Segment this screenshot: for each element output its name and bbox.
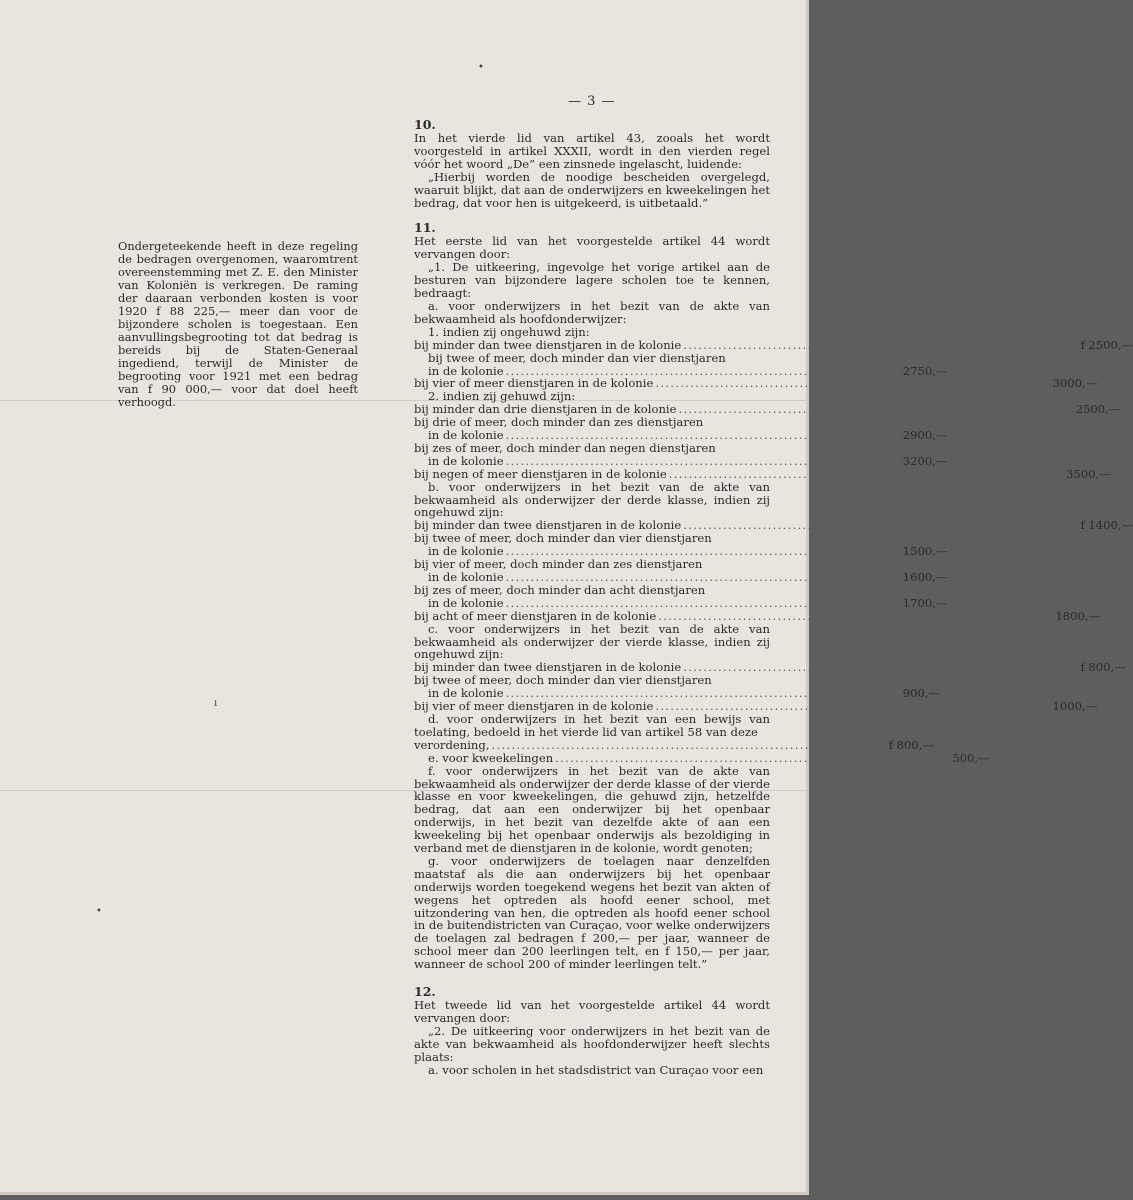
article-11	[414, 220, 1133, 972]
paper-speck: •	[478, 62, 484, 73]
clause-d: d. voor onderwijzers in het bezit van een bewijs van toelating, bedoeld in het vierde lid van artikel 58 van deze	[414, 711, 770, 739]
amount-row-label: bij twee of meer, doch minder dan vier dienstjaren	[414, 531, 712, 546]
amount-row: in de kolonie . . . 900,—	[414, 687, 770, 700]
amount-row: in de kolonie . . . 1500,—	[414, 545, 770, 558]
amount-row: bij vier of meer dienstjaren in de kolonie . . . 1000,—	[414, 700, 770, 713]
article-10	[414, 118, 770, 209]
paragraph: „1. De uitkeering, ingevolge het vorige artikel aan de besturen van bijzondere lagere scholen toe te kennen, bedraagt:	[414, 260, 770, 301]
paragraph: Het eerste lid van het voorgestelde artikel 44 wordt vervangen door:	[414, 234, 770, 262]
article-number: 11.	[414, 220, 436, 236]
amount-row-label: bij zes of meer, doch minder dan negen dienstjaren	[414, 440, 716, 455]
clause-g: g. voor onderwijzers de toelagen naar denzelfden maatstaf als die aan onderwijzers bij het openbaar onderwijs worden toegekend wegens het bezit van akten of wegens het optreden als hoofd eener school, met uitzondering van hen, die optreden als hoofd eener school in de buitendistricten van Curaçao, voor welke onderwijzers de toelagen zal bedragen f 200,— per jaar, wanneer de school meer dan 200 leerlingen telt, en f 150,— per jaar, wanneer de school 200 of minder leerlingen telt.”	[414, 853, 770, 972]
main-column	[414, 117, 1133, 1077]
clause-b-heading: b. voor onderwijzers in het bezit van de akte van bekwaamheid als onderwijzer der derde klasse, indien zij ongehuwd zijn:	[414, 479, 770, 520]
paper-speck: •	[96, 906, 102, 917]
amount-row-label: bij zes of meer, doch minder dan acht dienstjaren	[414, 582, 706, 597]
amount-row: in de kolonie . . . 1600,—	[414, 571, 770, 584]
amount-row: bij acht of meer dienstjaren in de kolonie . . . 1800,—	[414, 610, 770, 623]
clause-c-heading: c. voor onderwijzers in het bezit van de akte van bekwaamheid als onderwijzer der vierde klasse, indien zij ongehuwd zijn:	[414, 621, 770, 662]
sub-heading: 2. indien zij gehuwd zijn:	[428, 389, 576, 404]
amount-row: in de kolonie . . . 3200,—	[414, 455, 770, 468]
amount-row: in de kolonie . . . 1700,—	[414, 597, 770, 610]
page-number: — 3 —	[568, 94, 616, 109]
amount-row-label: bij vier of meer, doch minder dan zes dienstjaren	[414, 557, 703, 572]
article-12	[414, 985, 770, 1076]
article-number: 12.	[414, 984, 436, 1000]
clause-f: f. voor onderwijzers in het bezit van de akte van bekwaamheid als onderwijzer der derde klasse of der vierde klasse en voor kweekelingen, die gehuwd zijn, hetzelfde bedrag, dat aan een onderwijzer bij het openbaar onderwijs, in het bezit van dezelfde akte of aan een kweekeling bij het openbaar onderwijs als bezoldiging in verband met de dienstjaren in de kolonie, wordt genoten;	[414, 763, 770, 856]
paragraph: „2. De uitkeering voor onderwijzers in het bezit van de akte van bekwaamheid als hoofdonderwijzer heeft slechts plaats:	[414, 1023, 770, 1064]
paper-speck: ı	[214, 698, 218, 709]
paragraph: „Hierbij worden de noodige bescheiden overgelegd, waaruit blijkt, dat aan de onderwijzers en kweekelingen het bedrag, dat voor hen is uitgekeerd, is uitbetaald.”	[414, 169, 770, 210]
amount-row: verordening, . . . f 800,—	[414, 739, 770, 752]
amount-row-label: bij drie of meer, doch minder dan zes dienstjaren	[414, 415, 704, 430]
clause-a-heading: a. voor onderwijzers in het bezit van de akte van bekwaamheid als hoofdonderwijzer:	[414, 298, 770, 326]
amount-row: in de kolonie . . . 2750,—	[414, 365, 770, 378]
amount-row: e. voor kweekelingen . . . 500,—	[414, 752, 770, 765]
clause-a: a. voor scholen in het stadsdistrict van Curaçao voor een	[428, 1062, 764, 1077]
amount-row: in de kolonie . . . 2900,—	[414, 429, 770, 442]
sub-heading: 1. indien zij ongehuwd zijn:	[428, 324, 590, 339]
amount-row: bij vier of meer dienstjaren in de kolonie . . . 3000,—	[414, 377, 770, 390]
amount-row: bij minder dan twee dienstjaren in de kolonie . . . f 800,—	[414, 661, 770, 674]
paragraph: Het tweede lid van het voorgestelde artikel 44 wordt vervangen door:	[414, 998, 770, 1025]
amount-row-label: bij twee of meer, doch minder dan vier dienstjaren	[428, 350, 726, 365]
amount-row: bij minder dan drie dienstjaren in de kolonie . . . 2500,—	[414, 403, 770, 416]
amount-row: bij minder dan twee dienstjaren in de kolonie . . . f 2500,—	[414, 339, 770, 352]
article-number: 10.	[414, 117, 436, 132]
amount-row-label: bij twee of meer, doch minder dan vier dienstjaren	[414, 673, 712, 688]
amount-row: bij negen of meer dienstjaren in de kolonie . . . 3500,—	[414, 468, 770, 481]
amount-row: bij minder dan twee dienstjaren in de kolonie . . . f 1400,—	[414, 519, 770, 532]
paragraph: In het vierde lid van artikel 43, zooals het wordt voorgesteld in artikel XXXII, wordt in den vierden regel vóór het woord „De” een zinsnede ingelascht, luidende:	[414, 131, 770, 171]
side-note: Ondergeteekende heeft in deze regeling de bedragen overgenomen, waaromtrent overeenstemming met Z. E. den Minister van Koloniën is verkregen. De raming der daaraan verbonden kosten is voor 1920 f 88 225,— meer dan voor de bijzondere scholen is toegestaan. Een aanvullingsbegrooting tot dat bedrag is bereids bij de Staten-Generaal ingediend, terwijl de Minister de begrooting voor 1921 met een bedrag van f 90 000,— voor dat doel heeft verhoogd.	[118, 239, 358, 409]
